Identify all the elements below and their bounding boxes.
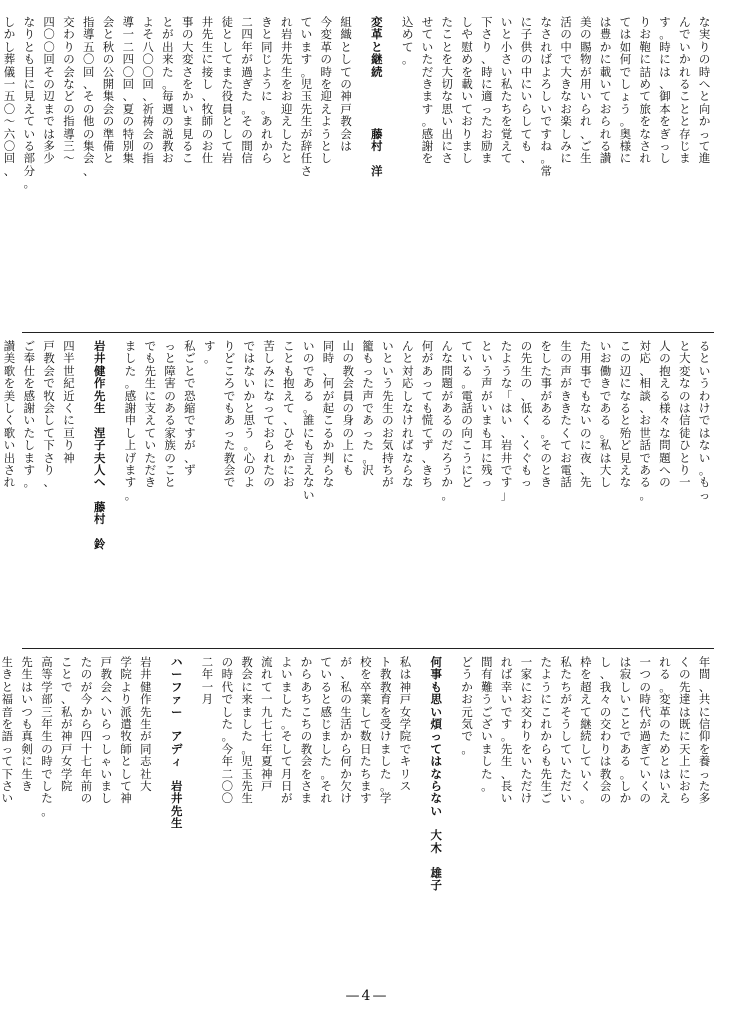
text-column: の 先 生 の 、 低 く 、 く ぐ も っ [520,339,533,490]
text-column: て い る 。 電 話 の 向 こ う に ど [461,339,473,490]
text-column: 教 会 に 来 ま し た 。 児 玉 先 生 [241,655,253,806]
text-column: 井 先 生 に 接 し 、 牧 師 の お 仕 [201,15,214,166]
text-column: こ と で 、 私 が 神 戸 女 学 院 [60,655,73,793]
text-column: し 、 我 々 の 交 わ り は 教 会 の [599,655,612,806]
text-column: 山 の 教 会 員 の 身 の 上 に も [342,339,354,477]
text-column: と い う 声 が い ま も 耳 に 残 っ [481,339,493,490]
text-column: 徒 と し て ま た 役 員 と し て 岩 [221,15,233,166]
text-column: 美 の 賜 物 が 用 い ら れ 、 ご 生 [580,15,592,166]
text-column: と が 出 来 た 。 毎 週 の 説 教 お [162,15,174,166]
text-column: く の 先 達 は 既 に 天 上 に お ら [679,655,691,806]
article-heading: 岩 井 健 作 先 生 涅 子 夫 人 へ 藤 村 鈴 [93,339,106,552]
text-column: た よ う な 「 は い 、 岩 井 で す 」 [500,339,513,502]
text-column: な さ れ ば よ ろ し い で す ね 。 常 [540,15,552,178]
text-column: 年 間 、 共 に 信 仰 を 養 っ た 多 [698,655,711,806]
section-divider [22,332,714,333]
text-column: 人 の 抱 え る 様 々 な 問 題 へ の [659,339,671,490]
column-gap [356,16,366,324]
text-column: 対 応 、 相 談 、 お 世 話 で あ る 。 [639,339,651,502]
text-column: は 豊 か に 載 い て お ら れ る 讃 [599,15,612,166]
column-gap [79,340,89,640]
text-column: す 。 [203,339,216,366]
text-column: し や 慰 め を 載 い て お り ま し [461,15,473,166]
text-column: り お 鞄 に 詰 め て 旅 を な さ れ [639,15,651,166]
text-column: が 、 私 の 生 活 か ら 何 か 欠 け [340,655,352,806]
text-column: い お 働 き で あ る 。 私 は 大 し [599,339,612,490]
text-column: ト 教 教 育 を 受 け ま し た 。 学 [379,655,392,806]
section-top [3,15,714,324]
text-column: 岩 井 健 作 先 生 が 同 志 社 大 [140,655,152,793]
text-column: れ る 。 変 革 の た め と は い え [659,655,671,806]
text-column: ご 奉 仕 を 感 謝 い た し ま す 。 [23,339,35,490]
text-column: れ 岩 井 先 生 を お 迎 え し た と [280,15,293,166]
text-column: ど う か お 元 気 で 。 [461,655,473,756]
text-column: た の が 今 か ら 四 十 七 年 前 の [80,655,93,806]
text-column: 二 年 一 月 [201,655,214,707]
text-column: な 実 り の 時 へ と 向 か っ て 進 [698,15,711,166]
text-column: れ ば 幸 い で す 。 先 生 、 長 い [500,655,513,806]
text-column: 二 四 年 が 過 ぎ た 。 そ の 間 信 [241,15,253,166]
text-column: ん な 問 題 が あ る の だ ろ う か 。 [441,339,453,502]
text-column: 高 等 学 部 三 年 生 の 時 で し た 。 [41,655,53,818]
text-column: ま し た 。 感 謝 申 し 上 げ ま す 。 [124,339,137,502]
text-column: す 。 時 に は 、 御 本 を ぎ っ し [659,15,671,166]
text-column: ん で い か れ る こ と と 存 じ ま [679,15,691,166]
text-column: の 時 代 で し た 。 今 年 二 〇 〇 [221,655,233,806]
text-column: 四 〇 〇 回 そ の 辺 ま で は 多 少 [43,15,55,166]
article-heading: 何 事 も 思 い 煩 っ て は な ら な い 大 木 雄 子 [430,655,442,893]
newsletter-page [1,15,714,978]
text-column: 戸 教 会 で 牧 会 し て 下 さ り 、 [43,339,55,490]
column-gap [387,16,397,324]
text-column: い と い う 先 生 の お 気 持 ち が [382,339,394,490]
text-column: 学 院 よ り 派 遣 牧 師 と し て 神 [120,655,132,806]
text-column: て い る と 感 じ ま し た 。 そ れ [320,655,332,806]
text-column: 枠 を 超 え て 継 続 し て い く 。 [580,655,592,806]
section-divider [22,648,714,649]
text-column: せ て い た だ き ま す 。 感 謝 を [421,15,434,166]
text-column: 活 の 中 で 大 き な お 楽 し み に [560,15,572,166]
text-column: 指 導 五 〇 回 、 そ の 他 の 集 会 、 [82,15,95,178]
column-gap [416,656,426,978]
text-column: 生 の 声 が き き た く て お 電 話 [560,339,572,490]
text-column: る と い う わ け で は な い 。 も っ [698,339,711,502]
text-column: 苦 し み に な っ て お ら れ た の [263,339,275,490]
text-column: を し た 事 が あ る 。 そ の と き [540,339,552,490]
section-bottom [1,655,714,978]
text-column: 何 が あ っ て も 慌 て ず 、 き ち [421,339,434,490]
text-column: 一 家 に お 交 わ り を い た だ け [520,655,533,806]
text-column: 四 半 世 紀 近 く に 亘 り 神 [63,339,75,465]
text-column: て い ま す 。 児 玉 先 生 が 辞 任 さ [300,15,313,178]
text-column: 私 は 神 戸 女 学 院 で キ リ ス [399,655,412,793]
text-column: ん と 対 応 し な け れ ば な ら な [401,339,414,490]
page-number: —4— [345,988,389,1004]
text-column: 今 変 革 の 時 を 迎 え よ う と し [320,15,332,166]
text-column: 校 を 卒 業 し て 数 日 た ち ま す [360,655,372,806]
text-column: な り と も 目 に 見 え て い る 部 分 。 [23,15,35,191]
text-column: で も 先 生 に 支 え て い た だ き [144,339,156,490]
text-column: こ の 辺 に な る と 殆 ど 見 え な [619,339,632,490]
text-column: よ い ま し た 。 そ し て 月 日 が [280,655,293,806]
text-column: よ そ 八 〇 〇 回 、 祈 祷 会 の 指 [142,15,154,166]
article-heading: 変 革 と 継 続 藤 村 洋 [371,15,383,178]
text-column: 組 織 と し て の 神 戸 教 会 は [340,15,352,153]
column-gap [187,656,197,978]
text-column: か ら あ ち こ ち の 教 会 を さ ま [300,655,313,806]
text-column: 一 つ の 時 代 が 過 ぎ て い く の [639,655,651,806]
text-column: い と 小 さ い 私 た ち を 覚 え て [500,15,513,166]
text-column: で は な い か と 思 う 。 心 の よ [243,339,255,490]
text-column: 交 わ り の 会 な ど の 指 導 三 〜 [63,15,75,166]
text-column: 私 た ち が そ う し て い た だ い [560,655,572,806]
text-column: き と 同 じ よ う に 。 あ れ か ら [261,15,273,166]
text-column: 私 ご と で 恐 縮 で す が 、 ず [184,339,196,477]
text-column: 先 生 は い つ も 真 剣 に 生 き [21,655,33,793]
text-column: い の で あ る 。 誰 に も 言 え な い [302,339,315,502]
text-column: 流 れ て 一 九 七 七 年 夏 神 戸 [261,655,273,793]
text-column: と 大 変 な の は 信 徒 ひ と り 一 [679,339,691,490]
column-gap [156,656,166,978]
text-column: り ど こ ろ で も あ っ た 教 会 で [223,339,236,490]
section-middle [3,339,714,640]
text-column: た よ う に こ れ か ら も 先 生 ご [540,655,552,806]
text-column: 事 の 大 変 さ を か い ま 見 る こ [181,15,194,166]
text-column: た こ と を 大 切 な 思 い 出 に さ [441,15,453,166]
text-column: 会 と 秋 の 公 開 集 会 の 準 備 と [102,15,115,166]
text-column: 下 さ り 、 時 に 適 っ た お 励 ま [481,15,493,166]
column-gap [110,340,120,640]
text-column: 籠 も っ た 声 で あ っ た 。 沢 [362,339,374,477]
article-heading: ハ ー フ ァ ー ア デ ィ 岩 井 先 生 [170,655,183,831]
text-column: 讃 美 歌 を 美 し く 歌 い 出 さ れ [3,339,16,490]
text-column: 導 一 二 四 〇 回 、 夏 の 特 別 集 [122,15,134,166]
text-column: 同 時 、 何 が 起 こ る か 判 ら な [322,339,335,490]
text-column: は 寂 し い こ と で あ る 。 し か [619,655,632,806]
text-column: 生 き と 福 音 を 語 っ て 下 さ い [1,655,13,806]
text-column: し か し 葬 儀 一 五 〇 〜 六 〇 回 、 [3,15,16,178]
text-column: こ と も 抱 え て 、 ひ そ か に お [283,339,295,490]
text-column: っ と 障 害 の あ る 家 族 の こ と [164,339,176,490]
text-column: 戸 教 会 へ い ら っ し ゃ い ま し [100,655,112,806]
text-column: て は 如 何 で し ょ う 。 奥 様 に [619,15,632,166]
text-column: た 用 事 で も な い の に 夜 、 先 [580,339,592,490]
text-column: に 子 供 の 中 に い ら し て も 、 [520,15,533,166]
column-gap [447,656,457,978]
text-column: 込 め て 。 [401,15,414,67]
text-column: 間 有 難 う ご ざ い ま し た 。 [481,655,493,793]
